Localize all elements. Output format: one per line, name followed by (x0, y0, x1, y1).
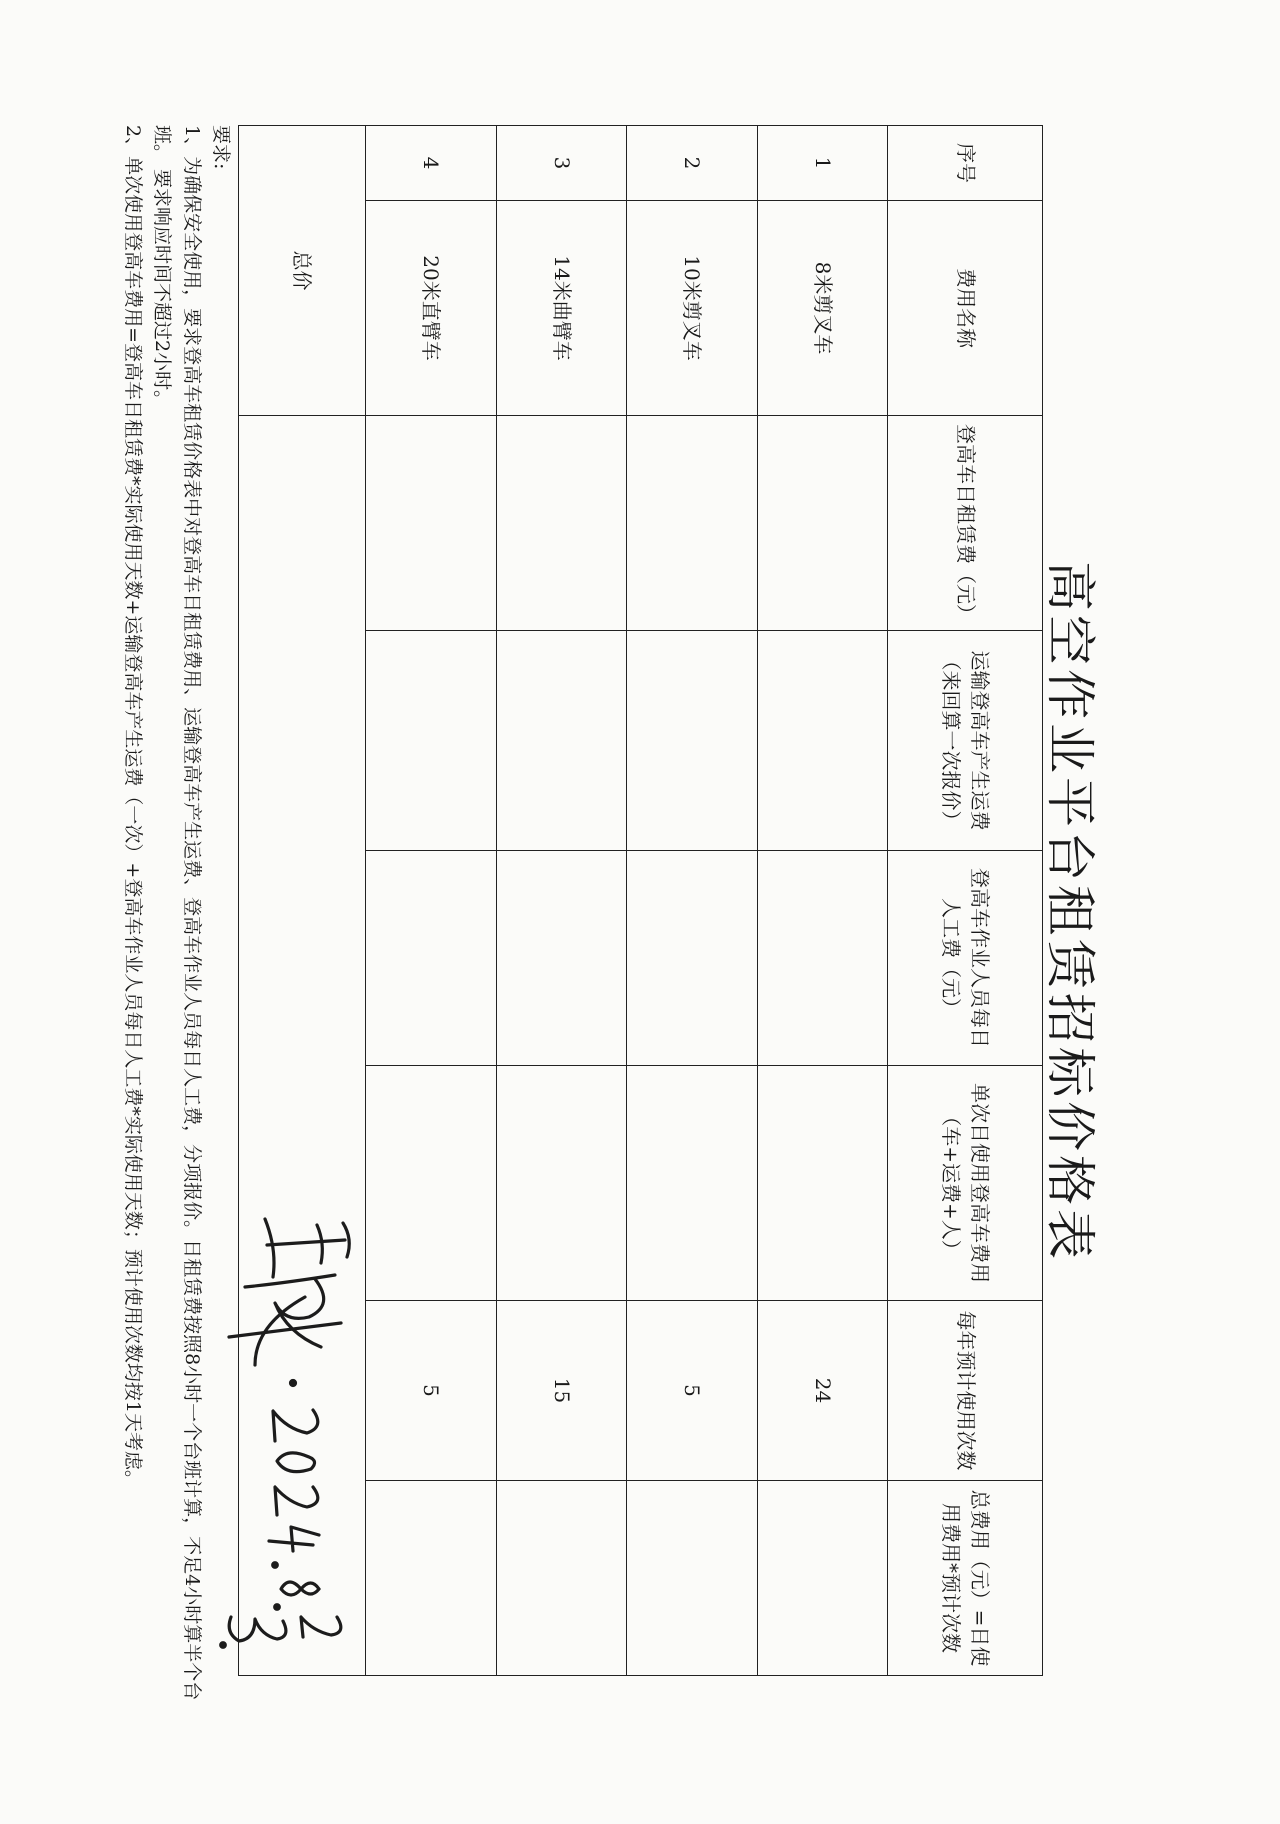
header-no: 序号 (888, 126, 1043, 201)
cell-no: 3 (496, 126, 627, 201)
cell-total (627, 1481, 758, 1676)
cell-annual-times: 5 (627, 1301, 758, 1481)
cell-daily-rent (757, 416, 888, 631)
table-row (496, 126, 627, 1676)
total-label: 总价 (239, 126, 366, 416)
cell-labor (366, 851, 497, 1066)
cell-labor (627, 851, 758, 1066)
notes-heading: 要求: (210, 125, 232, 170)
table-row (627, 126, 758, 1676)
header-daily-rent: 登高车日租赁费（元） (888, 416, 1043, 631)
handwritten-signature (215, 1205, 405, 1655)
cell-labor (496, 851, 627, 1066)
header-labor: 登高车作业人员每日人工费（元） (888, 851, 1043, 1066)
table-header-row (888, 126, 1043, 1676)
header-name: 费用名称 (888, 201, 1043, 416)
cell-no: 4 (366, 126, 497, 201)
cell-transport (496, 631, 627, 851)
cell-annual-times: 24 (757, 1301, 888, 1481)
cell-annual-times: 15 (496, 1301, 627, 1481)
header-transport: 运输登高车产生运费（来回算一次报价） (888, 631, 1043, 851)
cell-daily-rent (496, 416, 627, 631)
cell-name: 10米剪叉车 (627, 201, 758, 416)
document-title: 高空作业平台租赁招标价格表 (1041, 561, 1099, 1263)
cell-labor (757, 851, 888, 1066)
header-annual-times: 每年预计使用次数 (888, 1301, 1043, 1481)
cell-name: 8米剪叉车 (757, 201, 888, 416)
cell-single-use (757, 1066, 888, 1301)
cell-transport (627, 631, 758, 851)
cell-total (757, 1481, 888, 1676)
note-item-2: 2、单次使用登高车费用=登高车日租赁费*实际使用天数+运输登高车产生运费（一次）+登高车作业人员每日人工费*实际使用天数；预计使用次数均按1天考虑。 (121, 125, 144, 1489)
cell-annual-times: 5 (366, 1301, 497, 1481)
cell-transport (366, 631, 497, 851)
cell-daily-rent (627, 416, 758, 631)
cell-no: 1 (757, 126, 888, 201)
cell-total (496, 1481, 627, 1676)
cell-name: 20米直臂车 (366, 201, 497, 416)
cell-daily-rent (366, 416, 497, 631)
cell-no: 2 (627, 126, 758, 201)
table-row (757, 126, 888, 1676)
header-single-use: 单次日使用登高车费用（车+运费+人） (888, 1066, 1043, 1301)
cell-transport (757, 631, 888, 851)
cell-single-use (627, 1066, 758, 1301)
cell-name: 14米曲臂车 (496, 201, 627, 416)
header-total: 总费用（元）=日使用费用*预计次数 (888, 1481, 1043, 1676)
note-item-1: 1、为确保安全使用，要求登高车租赁价格表中对登高车日租赁费用、运输登高车产生运费、登高车作业人员每日人工费，分项报价。日租赁费按照8小时一个台班计算，不足4小时算半个台班。 要求响应时间不超过2小时。 (151, 125, 203, 1701)
cell-single-use (496, 1066, 627, 1301)
